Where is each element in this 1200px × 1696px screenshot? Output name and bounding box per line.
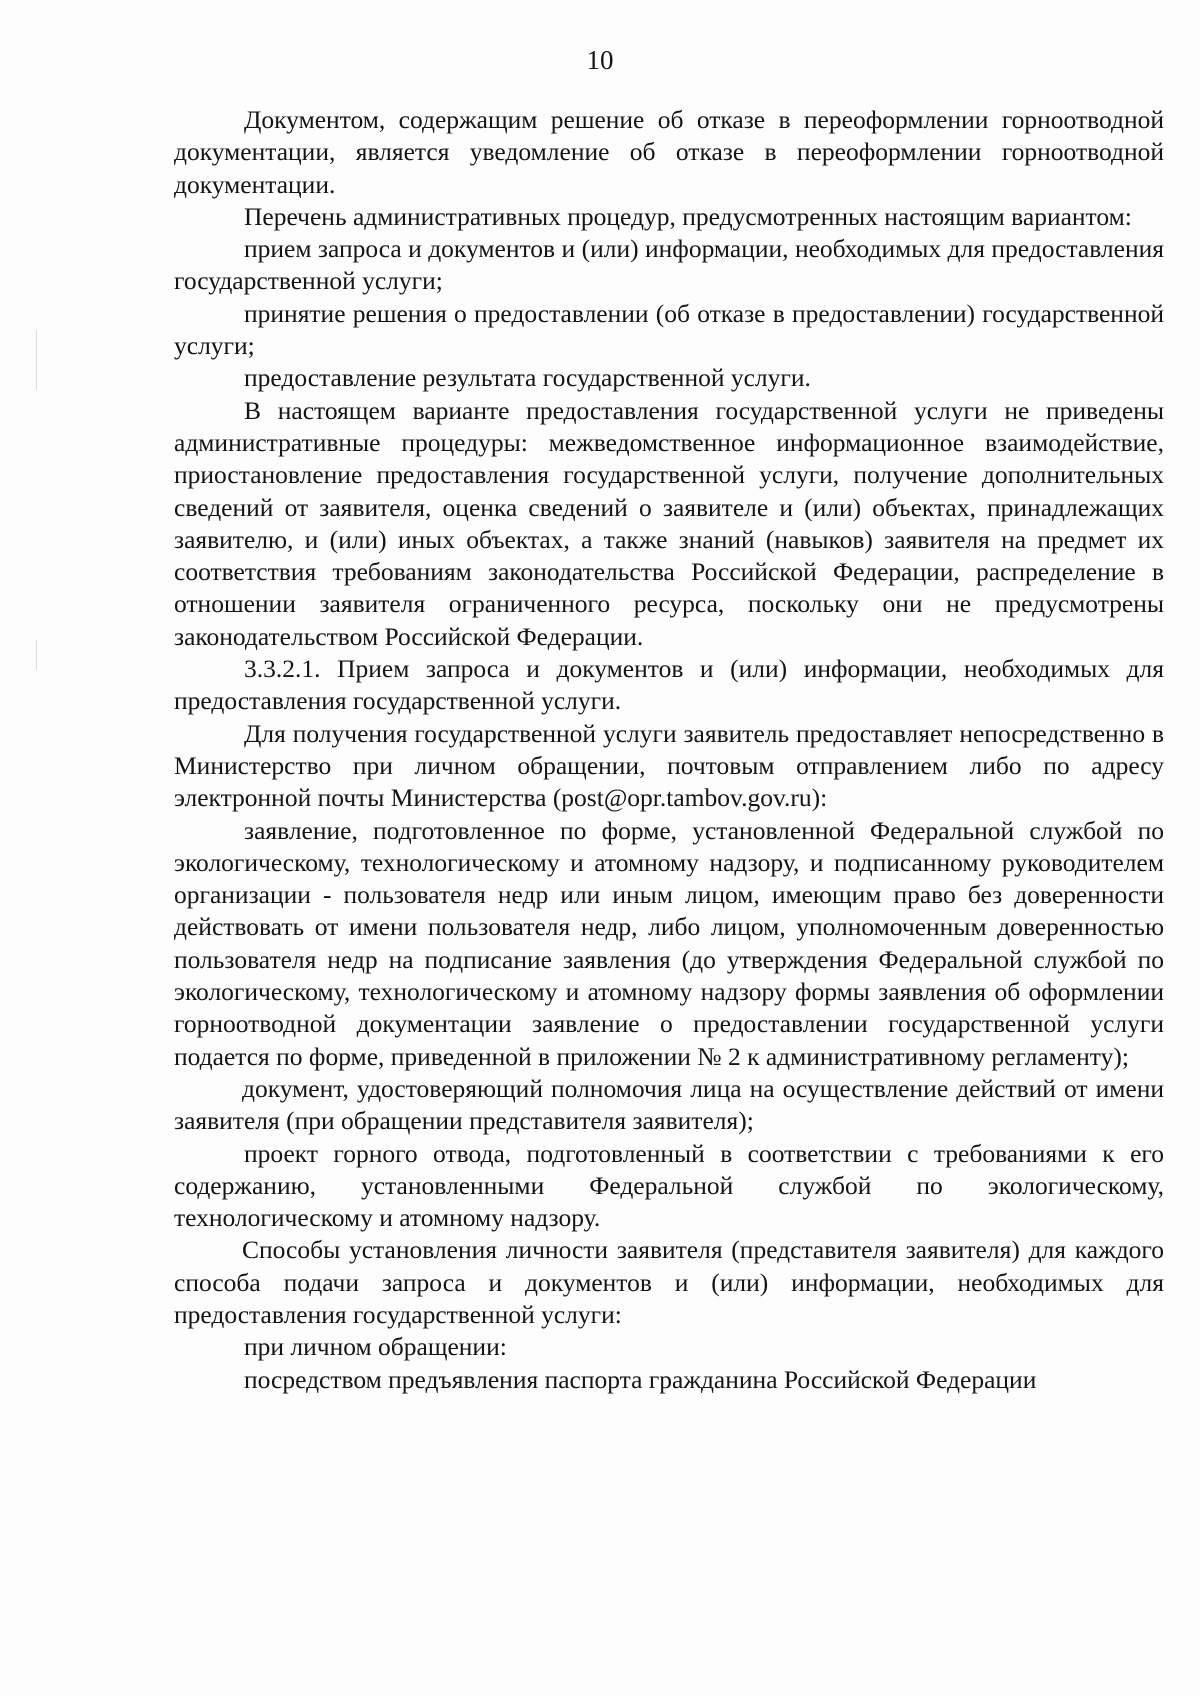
paragraph: документ, удостоверяющий полномочия лица на осуществление действий от имени заявителя (при обращении представителя заявителя);	[174, 1073, 1164, 1136]
paragraph: предоставление результата государственной услуги.	[244, 363, 811, 393]
scan-edge-mark	[36, 640, 37, 670]
scan-edge-mark	[36, 330, 37, 390]
paragraph: В настоящем варианте предоставления государственной услуги не приведены административные процедуры: межведомственное информационное взаимодействие, приостановление предоставления государственной услуги, получение дополнительных сведений от заявителя, оценка сведений о заявителе и (или) объектах, принадлежащих заявителю, и (или) иных объектах, а также знаний (навыков) заявителя на предмет их соответствия требованиям законодательства Российской Федерации, распределение в отношении заявителя ограниченного ресурса, поскольку они не предусмотрены законодательством Российской Федерации.	[174, 395, 1164, 651]
paragraph: заявление, подготовленное по форме, установленной Федеральной службой по экологическому, технологическому и атомному надзору, и подписанному руководителем организации - пользователя недр или иным лицом, имеющим право без доверенности действовать от имени пользователя недр, либо лицом, уполномоченным доверенностью пользователя недр на подписание заявления (до утверждения Федеральной службой по экологическому, технологическому и атомному надзору формы заявления об оформлении горноотводной документации заявление о предоставлении государственной услуги подается по форме, приведенной в приложении № 2 к административному регламенту);	[174, 815, 1164, 1071]
paragraph: Для получения государственной услуги заявитель предоставляет непосредственно в Министерство при личном обращении, почтовым отправлением либо по адресу электронной почты Министерства (post@opr.tambov.gov.ru):	[174, 718, 1164, 813]
paragraph: посредством предъявления паспорта гражданина Российской Федерации	[244, 1364, 1037, 1394]
paragraph: при личном обращении:	[244, 1332, 507, 1362]
paragraph: Способы установления личности заявителя (представителя заявителя) для каждого способа подачи запроса и документов и (или) информации, необходимых для предоставления государственной услуги:	[174, 1235, 1164, 1329]
paragraph: проект горного отвода, подготовленный в соответствии с требованиями к его содержанию, установленными Федеральной службой по экологическому, технологическому и атомному надзору.	[174, 1138, 1164, 1233]
page-number: 10	[586, 45, 614, 75]
document-body	[174, 104, 1164, 1396]
paragraph: Перечень административных процедур, предусмотренных настоящим вариантом:	[244, 201, 1132, 231]
paragraph: принятие решения о предоставлении (об отказе в предоставлении) государственной услуги;	[174, 298, 1164, 361]
paragraph: Документом, содержащим решение об отказе в переоформлении горноотводной документации, является уведомление об отказе в переоформлении горноотводной документации.	[174, 105, 1164, 199]
section-heading-paragraph: 3.3.2.1. Прием запроса и документов и (или) информации, необходимых для предоставления государственной услуги.	[174, 654, 1164, 716]
paragraph: прием запроса и документов и (или) информации, необходимых для предоставления государственной услуги;	[174, 234, 1164, 296]
